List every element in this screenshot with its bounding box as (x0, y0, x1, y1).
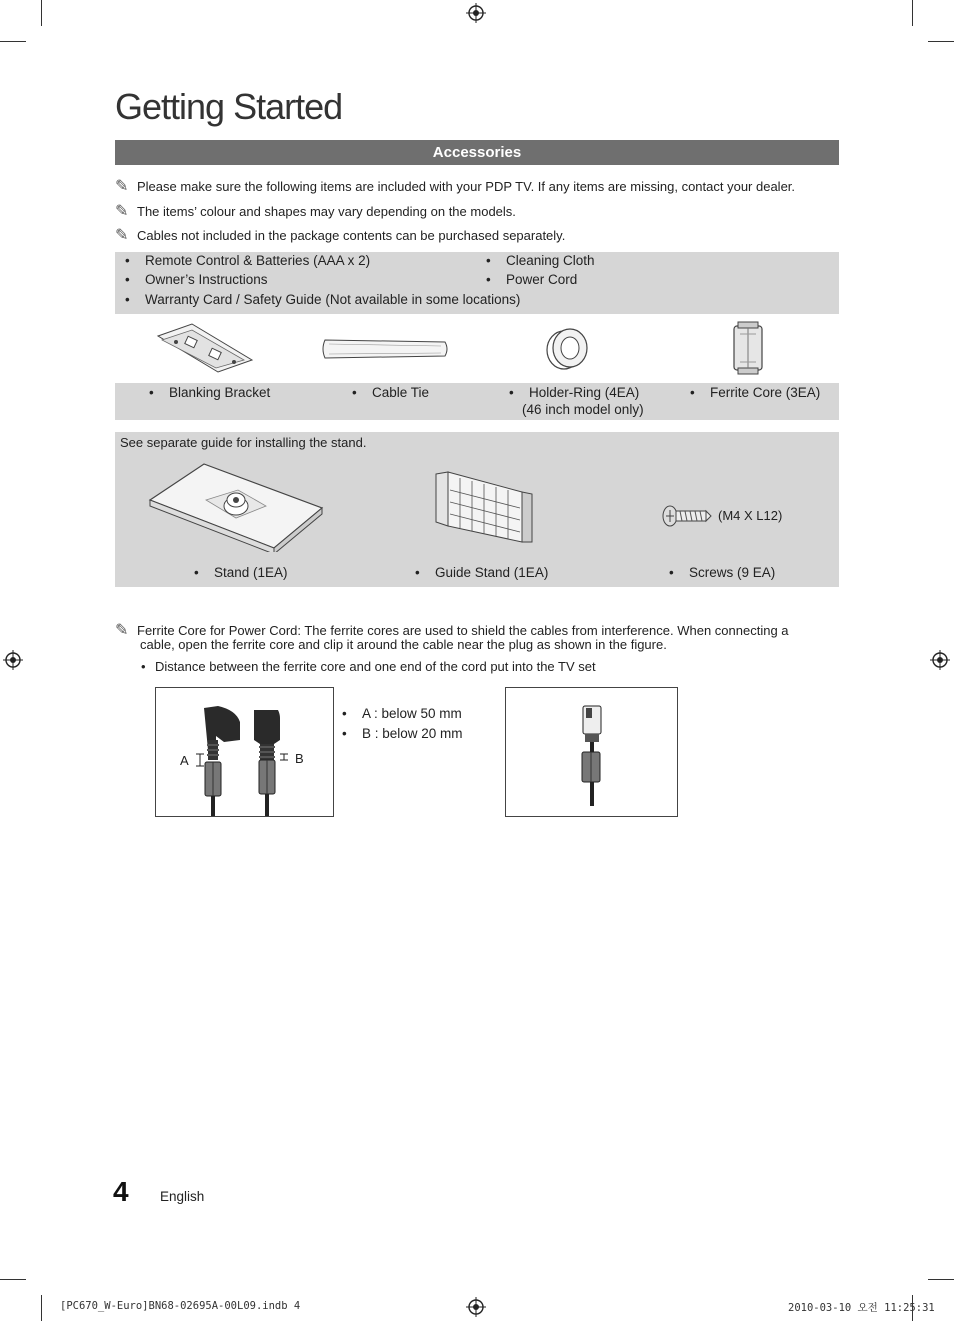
ferrite-clip-figure (505, 687, 678, 817)
stand-icon (144, 460, 326, 552)
footer-language: English (160, 1189, 205, 1204)
list-item: • Stand (1EA) (214, 565, 288, 580)
crop-mark (41, 0, 42, 26)
list-item: • Power Cord (506, 272, 577, 287)
list-item: • Owner’s Instructions (145, 272, 268, 287)
cable-tie-icon (321, 336, 451, 362)
pencil-note-icon: ✎ (115, 622, 129, 639)
guide-stand-icon (432, 470, 538, 544)
list-item: • Screws (9 EA) (689, 565, 775, 580)
ferrite-note-continued: cable, open the ferrite core and clip it around the cable near the plug as shown in the figure. (140, 637, 667, 652)
pencil-note-icon: ✎ (115, 227, 129, 244)
ferrite-note-sub-bullet: • Distance between the ferrite core and one end of the cord put into the TV set (141, 659, 596, 674)
crop-mark (928, 1279, 954, 1280)
screw-spec: (M4 X L12) (718, 508, 783, 523)
crop-mark (912, 0, 913, 26)
list-item: • Warranty Card / Safety Guide (Not available in some locations) (145, 292, 520, 307)
list-item: • Holder-Ring (4EA) (529, 385, 639, 400)
ferrite-distance-figure (155, 687, 334, 817)
distance-item: • A : below 50 mm (362, 706, 462, 721)
list-item: • Ferrite Core (3EA) (710, 385, 820, 400)
note-item: ✎ The items’ colour and shapes may vary depending on the models. (115, 203, 516, 220)
page-title: Getting Started (115, 86, 343, 127)
page-number: 4 (113, 1176, 129, 1207)
blanking-bracket-icon (152, 322, 258, 374)
crop-mark (0, 41, 26, 42)
distance-item: • B : below 20 mm (362, 726, 463, 741)
screw-icon (660, 504, 712, 528)
ferrite-core-icon (728, 320, 768, 376)
crop-mark (0, 1279, 26, 1280)
stand-guide-note: See separate guide for installing the stand. (120, 435, 367, 450)
list-item: • Remote Control & Batteries (AAA x 2) (145, 253, 370, 268)
print-timestamp: 2010-03-10 오전 11:25:31 (788, 1302, 935, 1314)
list-item: • Guide Stand (1EA) (435, 565, 548, 580)
list-item: • Blanking Bracket (169, 385, 270, 400)
registration-mark-icon (3, 650, 23, 670)
file-slug: [PC670_W-Euro]BN68-02695A-00L09.indb 4 (60, 1300, 301, 1312)
list-item: • Cleaning Cloth (506, 253, 595, 268)
pencil-note-icon: ✎ (115, 178, 129, 195)
holder-ring-icon (542, 324, 592, 372)
registration-mark-icon (930, 650, 950, 670)
list-item: • Cable Tie (372, 385, 429, 400)
list-item-subtext: (46 inch model only) (522, 402, 644, 417)
crop-mark (928, 41, 954, 42)
label-b: B (295, 751, 304, 766)
power-plug-icon (156, 688, 333, 816)
registration-mark-icon (466, 3, 486, 23)
label-a: A (180, 753, 189, 768)
cord-with-ferrite-icon (506, 688, 677, 816)
section-heading-accessories: Accessories (115, 140, 839, 165)
registration-mark-icon (466, 1297, 486, 1317)
crop-mark (41, 1295, 42, 1321)
note-item: ✎ Please make sure the following items are included with your PDP TV. If any items are missing, contact your dealer. (115, 178, 796, 195)
pencil-note-icon: ✎ (115, 203, 129, 220)
note-item: ✎ Cables not included in the package contents can be purchased separately. (115, 227, 566, 244)
ferrite-note: ✎ Ferrite Core for Power Cord: The ferrite cores are used to shield the cables from interference. When connecting a (115, 622, 789, 639)
